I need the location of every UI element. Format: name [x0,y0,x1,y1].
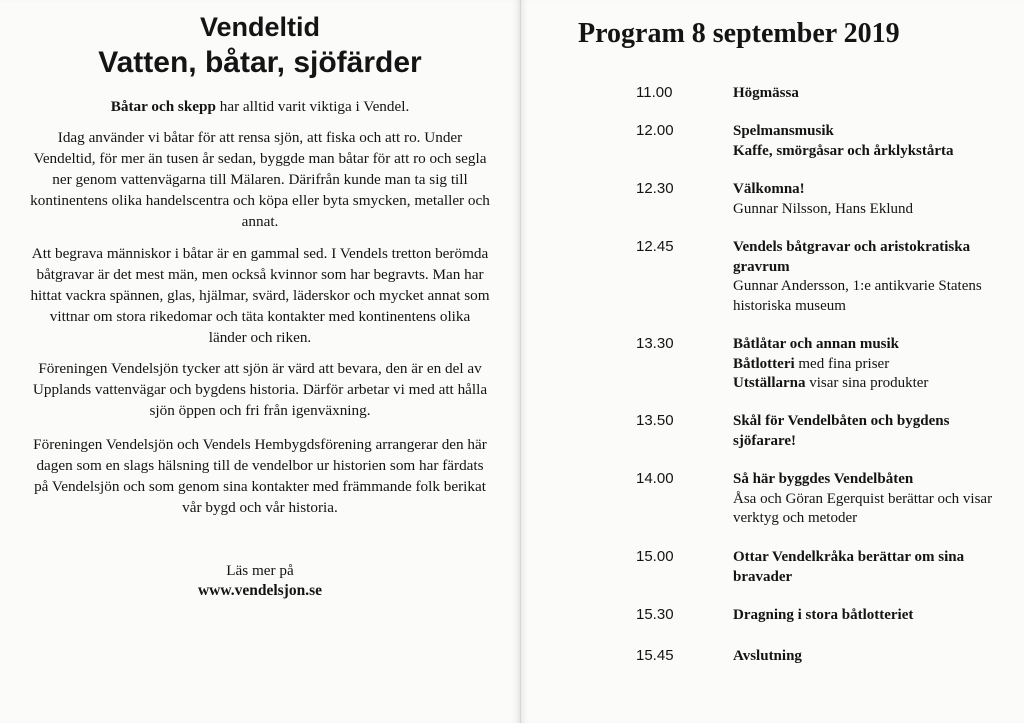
program-event: Så här byggdes Vendelbåten [733,471,914,487]
program-event: Skål för Vendelbåten och bygdens sjöfarare! [733,413,950,449]
program-event: Välkomna! [733,181,805,197]
lottery-rest: med fina priser [794,355,890,372]
program-event: Avslutning [733,648,802,664]
program-time: 15.00 [636,548,674,565]
website-link[interactable]: www.vendelsjon.se [197,582,322,599]
program-time: 15.30 [636,606,674,623]
exhibitors-rest: visar sina produkter [805,375,929,391]
program-detail: Gunnar Nilsson, Hans Eklund [733,200,913,217]
program-event: Båtlåtar och annan musik [733,336,900,352]
program-event-2: Kaffe, smörgåsar och årklykstårta [733,142,954,159]
program-event: Högmässa [733,85,799,101]
program-time: 14.00 [636,470,674,487]
program-event: Ottar Vendelkråka berättar om sina bravader [733,549,965,585]
read-more-text: Läs mer på [226,562,294,579]
paragraph-4: Föreningen Vendelsjön och Vendels Hembygdsförening arrangerar den här dagen som en slags hälsning till de vendelbor ur historien som har färdats på Vendelsjön och som genom sina kontakter med främmande folk berikat vår bygd och vår historia. [33,436,487,516]
program-time: 15.45 [636,647,674,664]
lottery-label: Båtlotteri [733,355,795,372]
paragraph-3: Föreningen Vendelsjön tycker att sjön är värd att bevara, den är en del av Upplands vattenvägar och bygdens historia. Därför arbetar vi med att hålla sjön öppen och fri från igenväxning. [32,360,488,419]
paragraph-1: Idag använder vi båtar för att rensa sjön, att fiska och att ro. Under Vendeltid, för mer än tusen år sedan, byggde man båtar för att ro och segla ner genom vattenvägarna till Mälaren. Därifrån kunde man ta sig till kontinentens olika handelscentra och köpa eller byta smycken, metaller och annat. [30,129,490,230]
program-detail: Gunnar Andersson, 1:e antikvarie Statens historiska museum [733,278,982,314]
program-event: Dragning i stora båtlotteriet [733,607,914,623]
program-time: 13.30 [636,335,674,352]
program-time: 12.00 [636,122,674,139]
paragraph-2: Att begrava människor i båtar är en gammal sed. I Vendels tretton berömda båtgravar är det mest män, men också kvinnor som har begravts. Man har hittat vackra spännen, glas, hjälmar, svärd, läderskor och mycket annat som vittnar om stora rikedomar och täta kontakter med kontinentens olika länder och riken. [30,245,490,346]
intro-bold: Båtar och skepp [110,98,216,115]
exhibitors-label: Utställarna [733,375,806,391]
program-detail-exhibitors [733,374,1008,394]
program-time: 12.45 [636,238,674,255]
program-title: Program 8 september 2019 [578,18,900,49]
title-line-1: Vendeltid [199,12,321,42]
program-event: Spelmansmusik [733,123,834,139]
intro-rest: har alltid varit viktiga i Vendel. [215,98,410,115]
program-event: Vendels båtgravar och aristokratiska gravrum [733,239,971,275]
program-time: 11.00 [636,84,673,101]
program-time: 13.50 [636,412,674,429]
program-time: 12.30 [636,180,674,197]
program-detail: Åsa och Göran Egerquist berättar och visar verktyg och metoder [733,490,993,526]
program-detail-lottery [733,355,1008,375]
title-line-2: Vatten, båtar, sjöfärder [98,46,422,79]
intro-paragraph [30,96,490,117]
